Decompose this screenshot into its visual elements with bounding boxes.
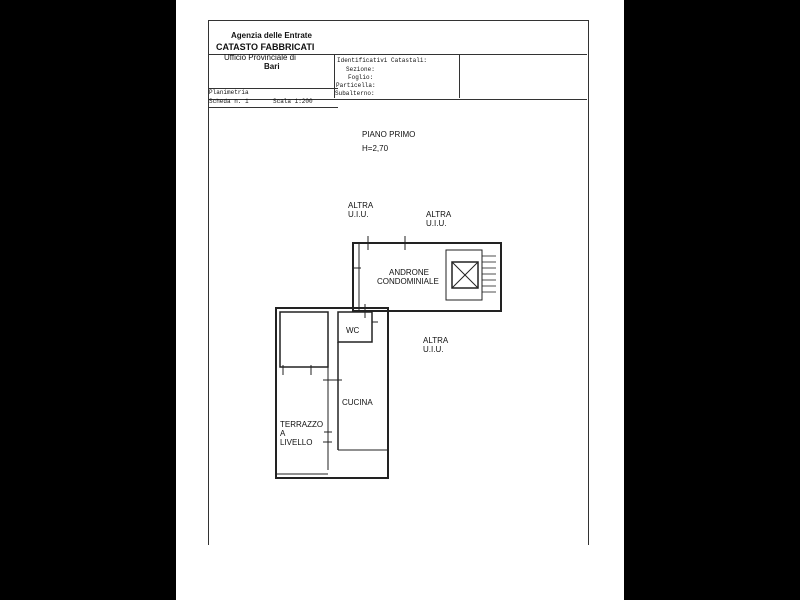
particella-label: Particella: xyxy=(336,82,376,89)
city-name: Bari xyxy=(264,62,280,71)
altra-uiu-top-right-1: ALTRA xyxy=(426,210,452,219)
cucina-label: CUCINA xyxy=(342,398,373,407)
terrazzo-label-1: TERRAZZO xyxy=(280,420,324,429)
ufficio-label: Ufficio Provinciale di xyxy=(224,53,296,62)
sezione-label: Sezione: xyxy=(346,66,375,73)
unit-walls xyxy=(276,308,388,478)
androne-label-2: CONDOMINIALE xyxy=(377,277,439,286)
foglio-label: Foglio: xyxy=(348,74,374,81)
floor-plan-drawing xyxy=(176,0,624,600)
altra-uiu-top-left-2: U.I.U. xyxy=(348,210,369,219)
scala-label: Scala 1:200 xyxy=(273,98,313,105)
altra-uiu-top-left-1: ALTRA xyxy=(348,201,374,210)
subalterno-label: Subalterno: xyxy=(335,90,375,97)
ident-title: Identificativi Catastali: xyxy=(337,57,428,64)
floor-label: PIANO PRIMO xyxy=(362,130,416,139)
room-top-left xyxy=(280,312,328,367)
altra-uiu-right-1: ALTRA xyxy=(423,336,449,345)
catasto-title: CATASTO FABBRICATI xyxy=(216,42,315,52)
altra-uiu-top-right-2: U.I.U. xyxy=(426,219,447,228)
stair-treads xyxy=(482,256,496,292)
terrazzo-label-3: LIVELLO xyxy=(280,438,313,447)
androne-label-1: ANDRONE xyxy=(389,268,430,277)
wc-label: WC xyxy=(346,326,360,335)
planimetria-label: Planimetria xyxy=(209,89,249,96)
document-sheet xyxy=(176,0,624,600)
altra-uiu-right-2: U.I.U. xyxy=(423,345,444,354)
scheda-label: Scheda n. 1 xyxy=(209,98,249,105)
agency-name: Agenzia delle Entrate xyxy=(231,31,312,40)
terrazzo-label-2: A xyxy=(280,429,286,438)
height-label: H=2,70 xyxy=(362,144,389,153)
